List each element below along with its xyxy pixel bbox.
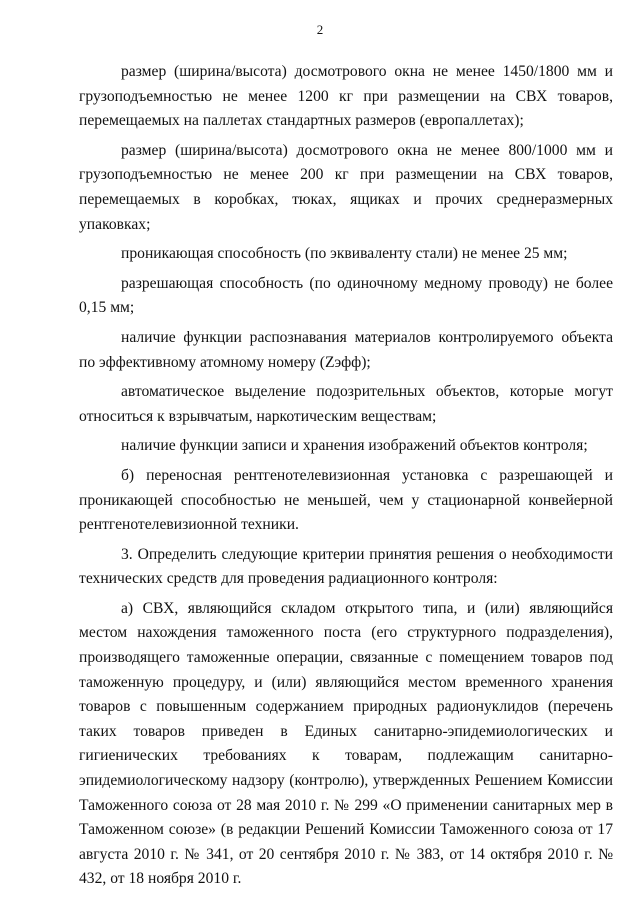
paragraph-material-recognition: наличие функции распознавания материалов контролируемого объекта по эффективному атомному номеру (Zэфф); [79, 328, 613, 371]
paragraph-image-recording: наличие функции записи и хранения изображений объектов контроля; [121, 437, 588, 455]
paragraph-criteria-intro: 3. Определить следующие критерии принятия решения о необходимости технических средств для проведения радиационного контроля: [79, 545, 613, 588]
page-number: 2 [316, 22, 324, 37]
paragraph-resolution: разрешающая способность (по одиночному медному проводу) не более 0,15 мм; [79, 274, 613, 317]
paragraph-portable-unit: б) переносная рентгенотелевизионная установка с разрешающей и проникающей способностью не меньшей, чем у стационарной конвейерной рентгенотелевизионной техники. [79, 466, 613, 534]
paragraph-penetration: проникающая способность (по эквиваленту стали) не менее 25 мм; [121, 245, 568, 263]
paragraph-criteria-a: а) СВХ, являющийся складом открытого типа, и (или) являющийся местом нахождения таможенного поста (его структурного подразделения), производящего таможенные операции, связанные с помещением товаров под таможенную процедуру, и (или) являющийся местом временного хранения товаров с повышенным содержанием природных радионуклидов (перечень таких товаров приведен в Единых санитарно-эпидемиологических и гигиенических требованиях к товарам, подлежащим санитарно-эпидемиологическому надзору (контролю), утвержденных Решением Комиссии Таможенного союза от 28 мая 2010 г. № 299 «О применении санитарных мер в Таможенном союзе» (в редакции Решений Комиссии Таможенного союза от 17 августа 2010 г. № 341, от 20 сентября 2010 г. № 383, от 14 октября 2010 г. № 432, от 18 ноября 2010 г. [79, 599, 613, 888]
paragraph-suspicious-objects: автоматическое выделение подозрительных объектов, которые могут относиться к взрывчатым, наркотическим веществам; [79, 383, 613, 425]
paragraph-inspection-window-boxes: размер (ширина/высота) досмотрового окна не менее 800/1000 мм и грузоподъемностью не менее 200 кг при размещении на СВХ товаров, перемещаемых в коробках, тюках, ящиках и прочих среднеразмерных упаковках; [79, 141, 613, 233]
document-body [79, 55, 613, 892]
paragraph-inspection-window-pallets: размер (ширина/высота) досмотрового окна не менее 1450/1800 мм и грузоподъемностью не менее 1200 кг при размещении на СВХ товаров, перемещаемых на паллетах стандартных размеров (европаллетах); [79, 63, 613, 130]
